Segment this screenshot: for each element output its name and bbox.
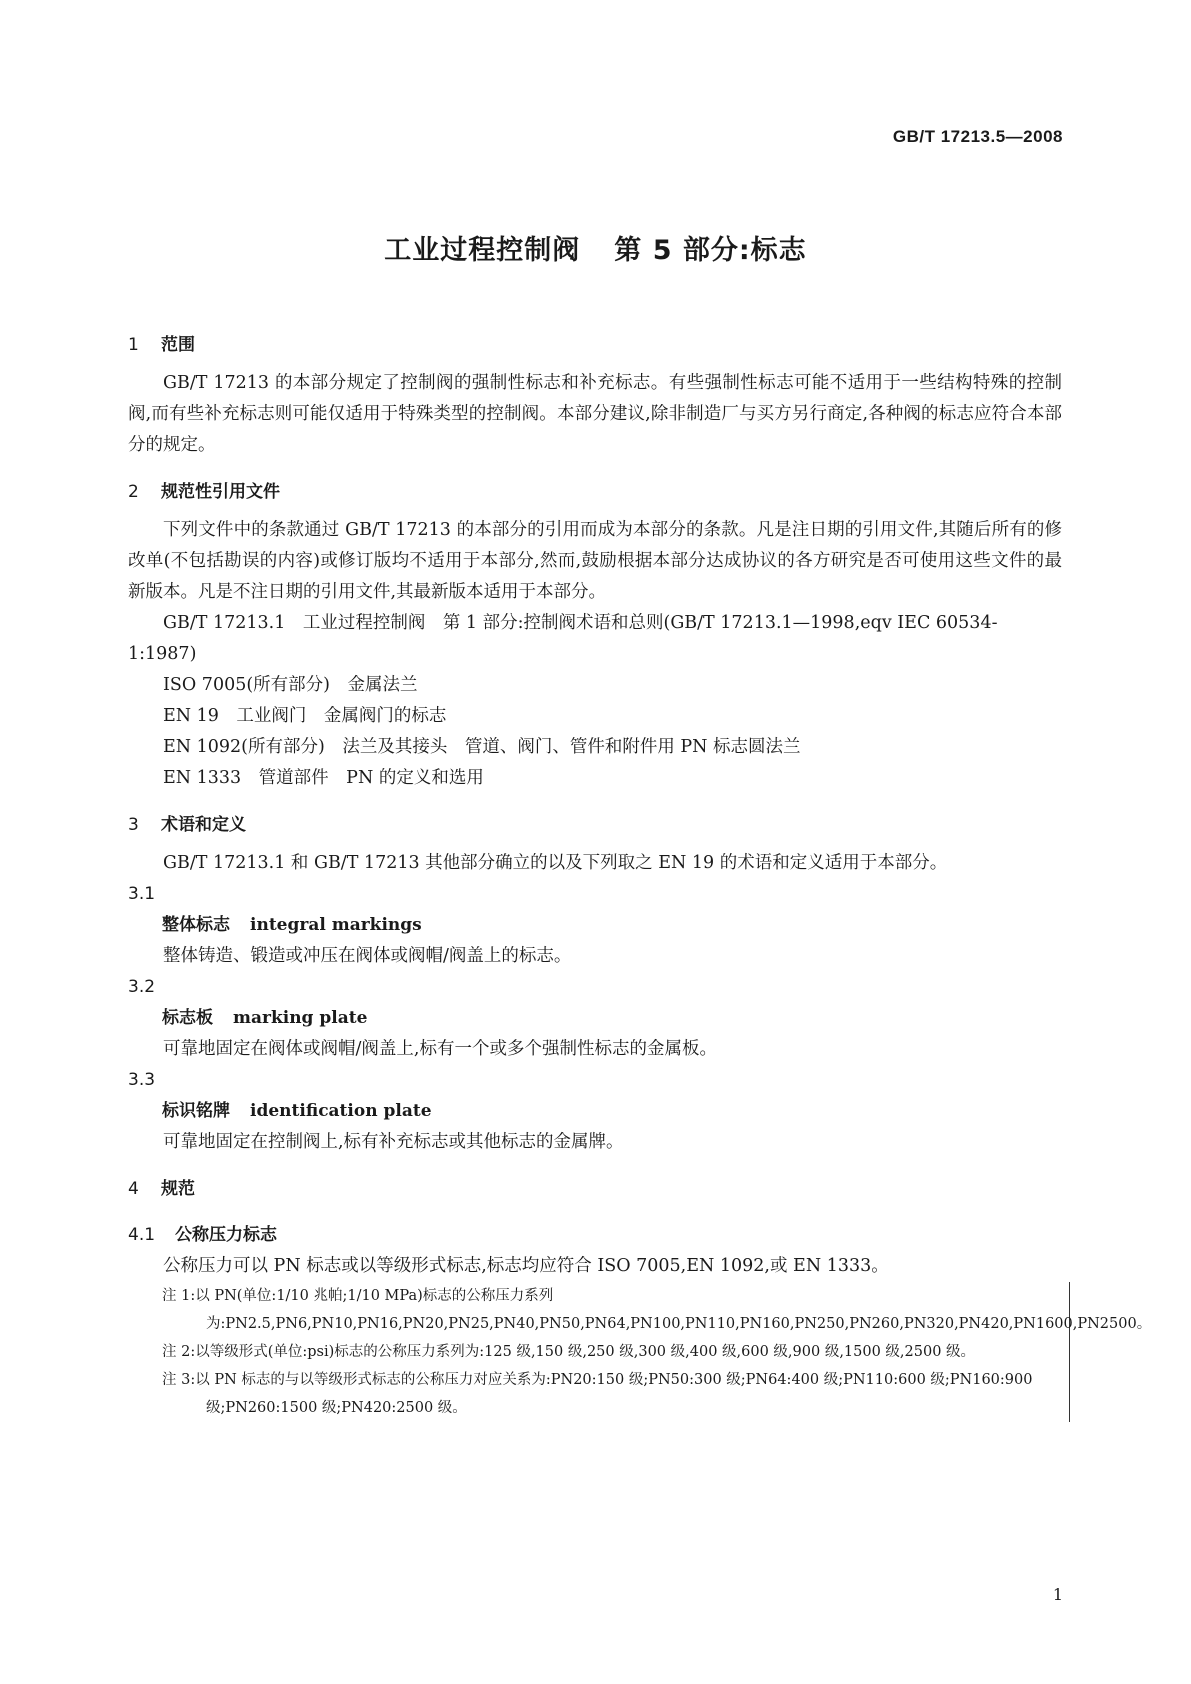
term-number: 3.3 — [128, 1070, 156, 1090]
section-heading-4: 4 规范 — [128, 1179, 195, 1199]
subsection-heading-4-1: 4.1 公称压力标志 — [128, 1225, 277, 1245]
section-2-paragraph: 下列文件中的条款通过 GB/T 17213 的本部分的引用而成为本部分的条款。凡是注日期的引用文件,其随后所有的修改单(不包括勘误的内容)或修订版均不适用于本部分,然而,鼓励根据本部分达成协议的各方研究是否可使用这些文件的最新版本。凡是不注日期的引用文件,其最新版本适用于本部分。 — [128, 520, 1062, 602]
note-item: 注 2:以等级形式(单位:psi)标志的公称压力系列为:125 级,150 级,250 级,300 级,400 级,600 级,900 级,1500 级,2500 级。 — [162, 1344, 976, 1360]
reference-item: ISO 7005(所有部分) 金属法兰 — [163, 675, 418, 695]
section-heading-1: 1 范围 — [128, 335, 195, 355]
standard-code: GB/T 17213.5—2008 — [892, 127, 1063, 146]
document-title — [0, 228, 1191, 267]
term-number: 3.1 — [128, 884, 156, 904]
document-body — [128, 330, 1152, 1422]
term-heading: 标识铭牌 identification plate — [162, 1101, 432, 1121]
reference-item: EN 1333 管道部件 PN 的定义和选用 — [163, 768, 484, 788]
notes-block — [128, 1282, 1152, 1422]
section-heading-3: 3 术语和定义 — [128, 815, 246, 835]
term-definition: 整体铸造、锻造或冲压在阀体或阀帽/阀盖上的标志。 — [163, 946, 572, 966]
reference-item: EN 19 工业阀门 金属阀门的标志 — [163, 706, 447, 726]
reference-item: EN 1092(所有部分) 法兰及其接头 管道、阀门、管件和附件用 PN 标志圆法兰 — [163, 737, 801, 757]
term-heading: 标志板 marking plate — [162, 1008, 368, 1028]
term-heading: 整体标志 integral markings — [162, 915, 422, 935]
page-number: 1 — [1052, 1585, 1063, 1604]
term-definition: 可靠地固定在阀体或阀帽/阀盖上,标有一个或多个强制性标志的金属板。 — [163, 1039, 717, 1059]
subsection-4-1-paragraph: 公称压力可以 PN 标志或以等级形式标志,标志均应符合 ISO 7005,EN 1092,或 EN 1333。 — [163, 1256, 889, 1276]
reference-item: GB/T 17213.1 工业过程控制阀 第 1 部分:控制阀术语和总则(GB/T 17213.1—1998,eqv IEC 60534-1:1987) — [128, 613, 998, 664]
section-1-paragraph: GB/T 17213 的本部分规定了控制阀的强制性标志和补充标志。有些强制性标志可能不适用于一些结构特殊的控制阀,而有些补充标志则可能仅适用于特殊类型的控制阀。本部分建议,除非制造厂与买方另行商定,各种阀的标志应符合本部分的规定。 — [128, 373, 1062, 455]
term-number: 3.2 — [128, 977, 156, 997]
section-heading-2: 2 规范性引用文件 — [128, 482, 280, 502]
term-definition: 可靠地固定在控制阀上,标有补充标志或其他标志的金属牌。 — [163, 1132, 624, 1152]
note-item: 注 3:以 PN 标志的与以等级形式标志的公称压力对应关系为:PN20:150 级;PN50:300 级;PN64:400 级;PN110:600 级;PN160:900 级;PN260:1500 级;PN420:2500 级。 — [162, 1372, 1033, 1416]
note-item: 注 1:以 PN(单位:1/10 兆帕;1/10 MPa)标志的公称压力系列为:PN2.5,PN6,PN10,PN16,PN20,PN25,PN40,PN50,PN64,PN100,PN110,PN160,PN250,PN260,PN320,PN420,PN1600,PN2500。 — [162, 1288, 1152, 1332]
section-3-paragraph: GB/T 17213.1 和 GB/T 17213 其他部分确立的以及下列取之 EN 19 的术语和定义适用于本部分。 — [163, 853, 948, 873]
title-main: 工业过程控制阀 — [384, 235, 581, 266]
title-part: 第 5 部分:标志 — [614, 235, 807, 266]
